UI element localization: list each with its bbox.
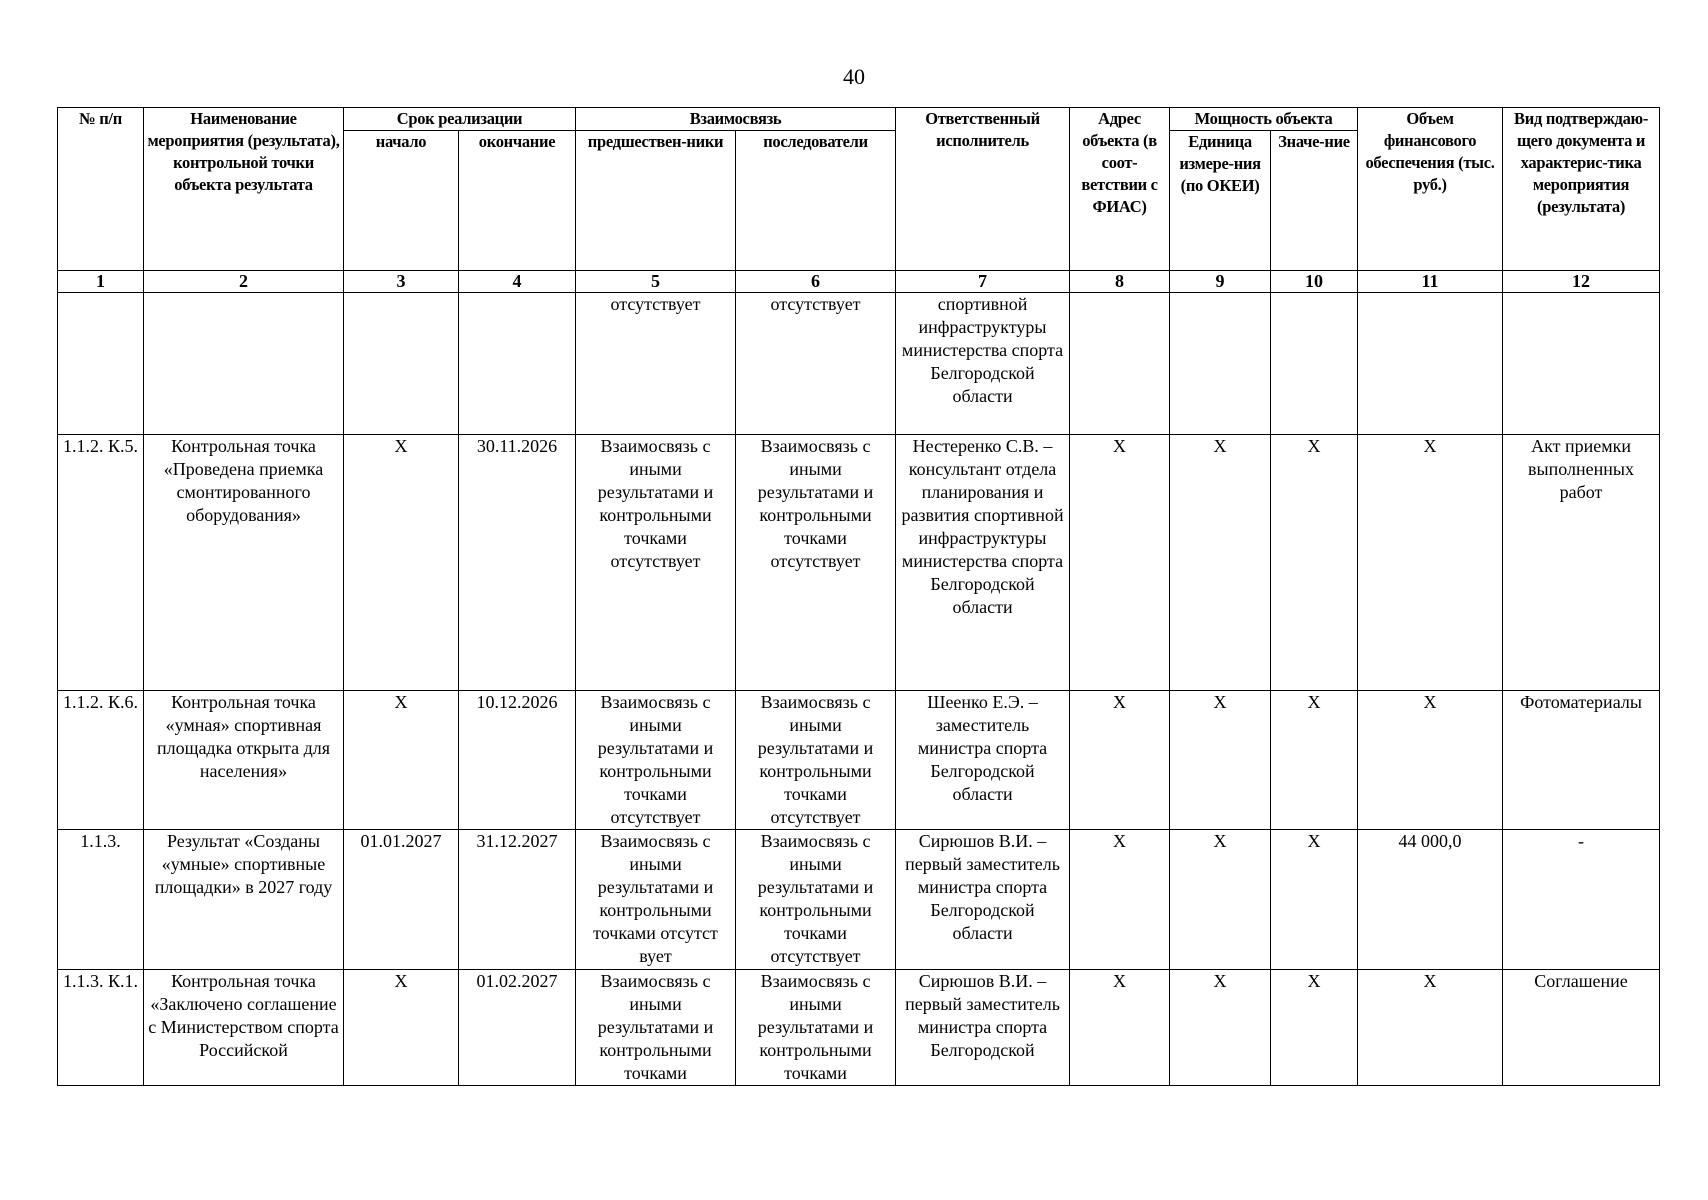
- column-number: 2: [144, 271, 344, 293]
- table-row: [58, 435, 1660, 691]
- header-predecessors: предшествен-ники: [576, 131, 736, 271]
- cell-value: [1271, 293, 1358, 435]
- cell-successors: отсутствует: [736, 293, 896, 435]
- header-value: Значе-ние: [1271, 131, 1358, 271]
- cell-doc: Акт приемки выполненных работ: [1503, 435, 1660, 691]
- header-term: Срок реализации: [344, 108, 576, 131]
- cell-successors: Взаимосвязь с иными результатами и контрольными точками отсутствует: [736, 830, 896, 970]
- table-row: [58, 691, 1660, 830]
- header-name: Наименование мероприятия (результата), контрольной точки объекта результата: [144, 108, 344, 271]
- cell-predecessors: отсутствует: [576, 293, 736, 435]
- cell-name: Результат «Созданы «умные» спортивные площадки» в 2027 году: [144, 830, 344, 970]
- cell-name: Контрольная точка «Заключено соглашение с Министерством спорта Российской: [144, 970, 344, 1086]
- cell-unit: Х: [1170, 970, 1271, 1086]
- column-number: 8: [1070, 271, 1170, 293]
- cell-start: [344, 293, 459, 435]
- column-number: 12: [1503, 271, 1660, 293]
- plan-table: [57, 107, 1660, 1086]
- header-successors: последователи: [736, 131, 896, 271]
- column-number: 4: [459, 271, 576, 293]
- table-row: [58, 293, 1660, 435]
- cell-predecessors: Взаимосвязь с иными результатами и контрольными точками отсутст вует: [576, 830, 736, 970]
- cell-start: Х: [344, 970, 459, 1086]
- table-row: [58, 830, 1660, 970]
- cell-value: Х: [1271, 830, 1358, 970]
- cell-successors: Взаимосвязь с иными результатами и контрольными точками отсутствует: [736, 691, 896, 830]
- cell-name: Контрольная точка «Проведена приемка смонтированного оборудования»: [144, 435, 344, 691]
- header-end: окончание: [459, 131, 576, 271]
- cell-end: [459, 293, 576, 435]
- header-start: начало: [344, 131, 459, 271]
- cell-finance: [1358, 293, 1503, 435]
- cell-doc: Соглашение: [1503, 970, 1660, 1086]
- column-number: 9: [1170, 271, 1271, 293]
- cell-no: 1.1.2. К.6.: [58, 691, 144, 830]
- cell-end: 30.11.2026: [459, 435, 576, 691]
- table-row: [58, 970, 1660, 1086]
- header-doc: Вид подтверждаю-щего документа и характерис-тика мероприятия (результата): [1503, 108, 1660, 271]
- cell-no: 1.1.3. К.1.: [58, 970, 144, 1086]
- cell-end: 10.12.2026: [459, 691, 576, 830]
- cell-successors: Взаимосвязь с иными результатами и контрольными точками отсутствует: [736, 435, 896, 691]
- cell-predecessors: Взаимосвязь с иными результатами и контрольными точками отсутствует: [576, 691, 736, 830]
- cell-responsible: спортивной инфраструктуры министерства спорта Белгородской области: [896, 293, 1070, 435]
- cell-address: Х: [1070, 970, 1170, 1086]
- cell-unit: Х: [1170, 691, 1271, 830]
- column-number-row: [58, 271, 1660, 293]
- cell-no: 1.1.3.: [58, 830, 144, 970]
- cell-name: [144, 293, 344, 435]
- column-number: 6: [736, 271, 896, 293]
- header-finance: Объем финансового обеспечения (тыс. руб.): [1358, 108, 1503, 271]
- cell-doc: -: [1503, 830, 1660, 970]
- cell-end: 31.12.2027: [459, 830, 576, 970]
- cell-address: Х: [1070, 691, 1170, 830]
- page-number: 40: [843, 64, 865, 89]
- cell-value: Х: [1271, 691, 1358, 830]
- column-number: 7: [896, 271, 1070, 293]
- cell-finance: Х: [1358, 691, 1503, 830]
- cell-doc: Фотоматериалы: [1503, 691, 1660, 830]
- cell-value: Х: [1271, 435, 1358, 691]
- cell-finance: 44 000,0: [1358, 830, 1503, 970]
- cell-doc: [1503, 293, 1660, 435]
- cell-end: 01.02.2027: [459, 970, 576, 1086]
- cell-value: Х: [1271, 970, 1358, 1086]
- column-number: 11: [1358, 271, 1503, 293]
- cell-address: [1070, 293, 1170, 435]
- column-number: 5: [576, 271, 736, 293]
- cell-unit: Х: [1170, 830, 1271, 970]
- cell-address: Х: [1070, 830, 1170, 970]
- cell-predecessors: Взаимосвязь с иными результатами и контрольными точками: [576, 970, 736, 1086]
- cell-address: Х: [1070, 435, 1170, 691]
- cell-predecessors: Взаимосвязь с иными результатами и контрольными точками отсутствует: [576, 435, 736, 691]
- column-number: 10: [1271, 271, 1358, 293]
- cell-name: Контрольная точка «умная» спортивная площадка открыта для населения»: [144, 691, 344, 830]
- cell-finance: Х: [1358, 970, 1503, 1086]
- header-unit: Единица измере-ния (по ОКЕИ): [1170, 131, 1271, 271]
- cell-responsible: Сирюшов В.И. – первый заместитель министра спорта Белгородской области: [896, 830, 1070, 970]
- cell-no: [58, 293, 144, 435]
- cell-unit: Х: [1170, 435, 1271, 691]
- header-relation: Взаимосвязь: [576, 108, 896, 131]
- column-number: 1: [58, 271, 144, 293]
- header-capacity: Мощность объекта: [1170, 108, 1358, 131]
- cell-unit: [1170, 293, 1271, 435]
- cell-no: 1.1.2. К.5.: [58, 435, 144, 691]
- cell-start: Х: [344, 691, 459, 830]
- cell-start: 01.01.2027: [344, 830, 459, 970]
- header-responsible: Ответственный исполнитель: [896, 108, 1070, 271]
- cell-responsible: Сирюшов В.И. – первый заместитель министра спорта Белгородской: [896, 970, 1070, 1086]
- cell-finance: Х: [1358, 435, 1503, 691]
- cell-responsible: Шеенко Е.Э. – заместитель министра спорта Белгородской области: [896, 691, 1070, 830]
- header-no: № п/п: [58, 108, 144, 271]
- column-number: 3: [344, 271, 459, 293]
- cell-start: Х: [344, 435, 459, 691]
- header-row-1: [58, 108, 1660, 131]
- cell-responsible: Нестеренко С.В. – консультант отдела планирования и развития спортивной инфраструктуры министерства спорта Белгородской области: [896, 435, 1070, 691]
- header-address: Адрес объекта (в соот-ветствии с ФИАС): [1070, 108, 1170, 271]
- cell-successors: Взаимосвязь с иными результатами и контрольными точками: [736, 970, 896, 1086]
